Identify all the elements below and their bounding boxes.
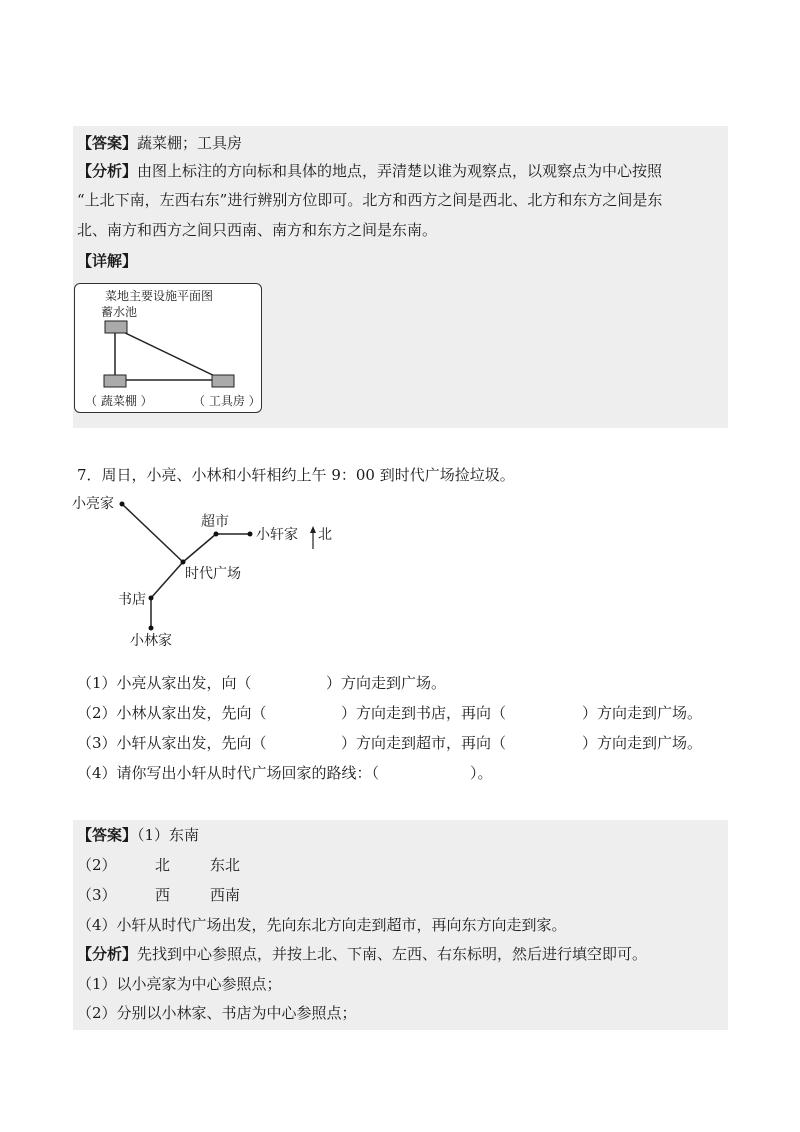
answer-7-text-1: （1）东南 xyxy=(137,826,200,844)
answer-tag: 【答案】 xyxy=(77,134,138,152)
answer-7-line-2-num: （2） xyxy=(77,856,117,874)
bookstore-point xyxy=(149,596,154,601)
plaza-point xyxy=(181,560,186,565)
analysis-7-line xyxy=(77,944,647,964)
analysis-7-text: 先找到中心参照点，并按上北、下南、左西、右东标明，然后进行填空即可。 xyxy=(137,945,648,963)
analysis-text-1: 由图上标注的方向标和具体的地点，弄清楚以谁为观察点，以观察点为中心按照 xyxy=(137,162,663,180)
sub-question-4-part-1: （4）请你写出小轩从时代广场回家的路线：（ xyxy=(77,764,380,782)
answer-7-tag: 【答案】 xyxy=(77,826,138,844)
analysis-7-point-1: （1）以小亮家为中心参照点； xyxy=(77,975,282,993)
analysis-line-2: “上北下南，左西右东”进行辨别方位即可。北方和西方之间是西北、北方和东方之间是东 xyxy=(77,191,663,209)
sub-question-3-part-3: ）方向走到广场。 xyxy=(582,734,703,752)
north-arrow-head xyxy=(310,526,316,533)
label-bookstore: 书店 xyxy=(118,592,146,608)
shed-label: （ 蔬菜棚 ） xyxy=(85,394,153,408)
xiaolin-point xyxy=(149,626,154,631)
sub-question-3-part-1: （3）小轩从家出发，先向（ xyxy=(77,734,267,752)
pool-label: 蓄水池 xyxy=(101,305,138,319)
answer-7-line-1 xyxy=(77,825,199,845)
sub-question-2-part-1: （2）小林从家出发，先向（ xyxy=(77,704,267,722)
supermarket-point xyxy=(214,532,219,537)
answer-7-line-3-a: 西 xyxy=(155,886,171,904)
label-north: 北 xyxy=(318,527,332,543)
label-supermarket: 超市 xyxy=(201,514,229,530)
label-xiaoxuan-home: 小轩家 xyxy=(256,527,298,543)
answer-7-line-2-b: 东北 xyxy=(210,856,241,874)
analysis-7-tag: 【分析】 xyxy=(77,945,138,963)
answer-text: 蔬菜棚；工具房 xyxy=(137,134,243,152)
question-7-stem: 7．周日，小亮、小林和小轩相约上午 9：00 到时代广场捡垃圾。 xyxy=(77,466,515,484)
label-xiaolin-home: 小林家 xyxy=(130,633,172,649)
label-time-plaza: 时代广场 xyxy=(185,566,241,582)
sub-question-1-part-2: ）方向走到广场。 xyxy=(326,674,447,692)
sub-question-4-part-2: ）。 xyxy=(470,764,493,782)
tool-label: （ 工具房 ） xyxy=(193,394,261,408)
sub-question-1-part-1: （1）小亮从家出发，向（ xyxy=(77,674,252,692)
sub-question-3-part-2: ）方向走到超市，再向（ xyxy=(341,734,507,752)
answer-7-line-3-b: 西南 xyxy=(210,886,241,904)
xiaoliang-point xyxy=(120,502,125,507)
detail-tag: 【详解】 xyxy=(77,252,138,270)
sub-question-2-part-3: ）方向走到广场。 xyxy=(582,704,703,722)
road-plaza-supermarket xyxy=(183,534,216,562)
xiaoxuan-point xyxy=(248,532,253,537)
figure-title: 菜地主要设施平面图 xyxy=(105,289,214,303)
analysis-7-point-2: （2）分别以小林家、书店为中心参照点； xyxy=(77,1004,357,1022)
answer-7-line-2-a: 北 xyxy=(155,856,171,874)
sub-question-2-part-2: ）方向走到书店，再向（ xyxy=(341,704,507,722)
answer-7-line-3-num: （3） xyxy=(77,886,117,904)
label-xiaoliang-home: 小亮家 xyxy=(72,496,114,512)
road-plaza-bookstore xyxy=(151,562,183,598)
analysis-line-3: 北、南方和西方之间只西南、南方和东方之间是东南。 xyxy=(77,221,438,239)
road-xiaoliang-plaza xyxy=(122,504,183,562)
analysis-tag: 【分析】 xyxy=(77,162,138,180)
answer-7-line-4: （4）小轩从时代广场出发，先向东北方向走到超市，再向东方向走到家。 xyxy=(77,916,567,934)
